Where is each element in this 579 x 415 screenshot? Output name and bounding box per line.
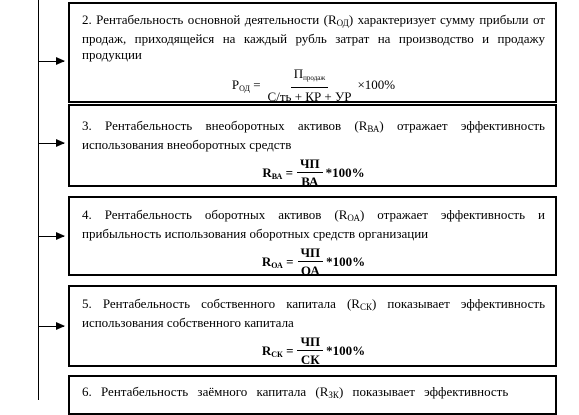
arrow-head — [56, 57, 65, 65]
fraction: $\frac{ЧП}{ОА}$ — [298, 245, 324, 278]
fraction: $\frac{П_{продаж}}{С/ть + КР + УР}$ — [267, 66, 352, 104]
box-description: 4. Рентабельность оборотных активов $(R_{ОА})$ отражает эффективность и прибыльность использования оборотных средств организации — [82, 207, 545, 241]
box-equity — [68, 285, 557, 367]
arrow-head — [56, 232, 65, 240]
box-borrowed-capital — [68, 375, 557, 415]
box-description: 6. Рентабельность заёмного капитала $(R_{ЗК})$ показывает эффективность — [82, 384, 509, 400]
arrow-head — [56, 139, 65, 147]
fraction: $\frac{ЧП}{ВА}$ — [297, 156, 323, 189]
formula: $R_{ВА}$ = $\frac{ЧП}{ВА}$ *100% — [262, 156, 365, 189]
formula: $Р_{ОД}$ = $\frac{П_{продаж}}{С/ть + КР + УР}$ ×100% — [231, 66, 396, 104]
formula: $R_{ОА}$ = $\frac{ЧП}{ОА}$ *100% — [261, 245, 366, 278]
box-non-current-assets — [68, 104, 557, 187]
formula: $R_{СК}$ = $\frac{ЧП}{СК}$ *100% — [261, 334, 366, 367]
arrow-head — [56, 322, 65, 330]
connector-line — [38, 0, 39, 400]
box-current-assets — [68, 196, 557, 276]
arrow-to-box-5 — [38, 326, 64, 327]
box-description: 2. Рентабельность основной деятельности $(R_{ОД})$ характеризует сумму прибыли от продаж, приходящейся на каждый рубль затрат на производство и продажу продукции — [82, 12, 545, 62]
box-description: 5. Рентабельность собственного капитала $(R_{СК})$ показывает эффективность использования собственного капитала — [82, 296, 546, 330]
arrow-to-box-2 — [38, 61, 64, 62]
arrow-to-box-3 — [38, 143, 64, 144]
fraction: $\frac{ЧП}{СК}$ — [297, 334, 323, 367]
box-operating-profitability — [68, 2, 557, 103]
arrow-to-box-4 — [38, 236, 64, 237]
box-description: 3. Рентабельность внеоборотных активов $(R_{ВА})$ отражает эффективность использования внеоборотных средств — [82, 118, 545, 152]
